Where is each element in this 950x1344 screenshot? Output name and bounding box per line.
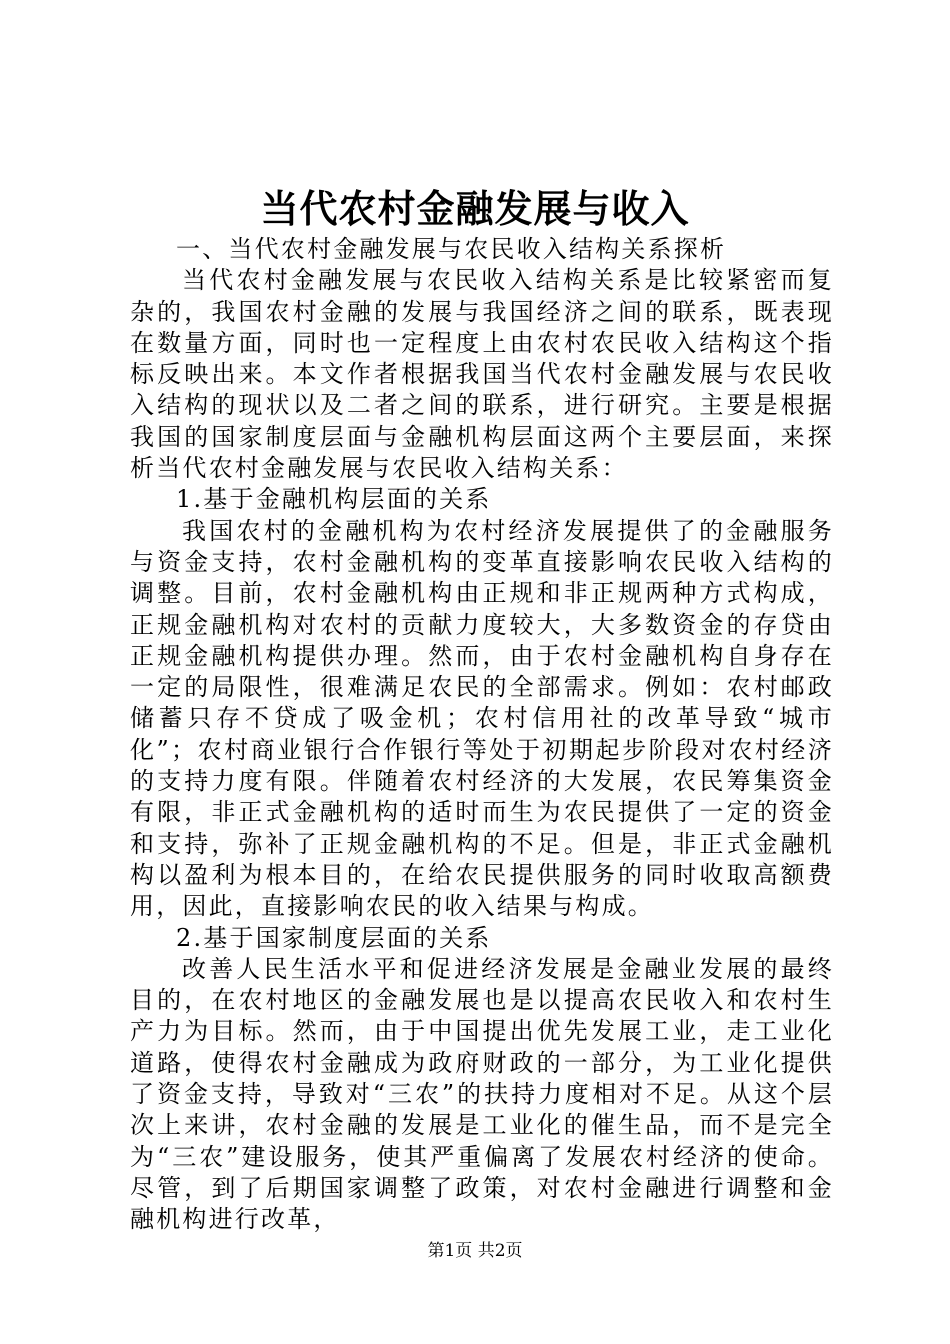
intro-paragraph: 当代农村金融发展与农民收入结构关系是比较紧密而复杂的，我国农村金融的发展与我国经济之间的联系，既表现在数量方面，同时也一定程度上由农村农民收入结构这个指标反映出来。本文作者根据我国当代农村金融发展与农民收入结构的现状以及二者之间的联系，进行研究。主要是根据我国的国家制度层面与金融机构层面这两个主要层面，来探析当代农村金融发展与农民收入结构关系：: [130, 266, 834, 483]
section-heading: 一、当代农村金融发展与农民收入结构关系探析: [176, 235, 727, 263]
document-title: 当代农村金融发展与收入: [260, 186, 690, 231]
page-footer: 第1页 共2页: [427, 1241, 523, 1261]
sub-heading-national-system: 2.基于国家制度层面的关系: [176, 923, 492, 952]
document-body: [130, 234, 834, 1236]
paragraph-financial-institutions: 我国农村的金融机构为农村经济发展提供了的金融服务与资金支持，农村金融机构的变革直接影响农民收入结构的调整。目前，农村金融机构由正规和非正规两种方式构成，正规金融机构对农村的贡献力度较大，大多数资金的存贷由正规金融机构提供办理。然而，由于农村金融机构自身存在一定的局限性，很难满足农民的全部需求。例如：农村邮政储蓄只存不贷成了吸金机；农村信用社的改革导致“城市化”；农村商业银行合作银行等处于初期起步阶段对农村经济的支持力度有限。伴随着农村经济的大发展，农民筹集资金有限，非正式金融机构的适时而生为农民提供了一定的资金和支持，弥补了正规金融机构的不足。但是，非正式金融机构以盈利为根本目的，在给农民提供服务的同时收取高额费用，因此，直接影响农民的收入结果与构成。: [130, 516, 834, 921]
sub-heading-financial-institutions: 1.基于金融机构层面的关系: [176, 485, 492, 514]
paragraph-national-system: 改善人民生活水平和促进经济发展是金融业发展的最终目的，在农村地区的金融发展也是以提高农民收入和农村生产力为目标。然而，由于中国提出优先发展工业，走工业化道路，使得农村金融成为政府财政的一部分，为工业化提供了资金支持，导致对“三农”的扶持力度相对不足。从这个层次上来讲，农村金融的发展是工业化的催生品，而不是完全为“三农”建设服务，使其严重偏离了发展农村经济的使命。尽管，到了后期国家调整了政策，对农村金融进行调整和金融机构进行改革，: [130, 954, 834, 1234]
